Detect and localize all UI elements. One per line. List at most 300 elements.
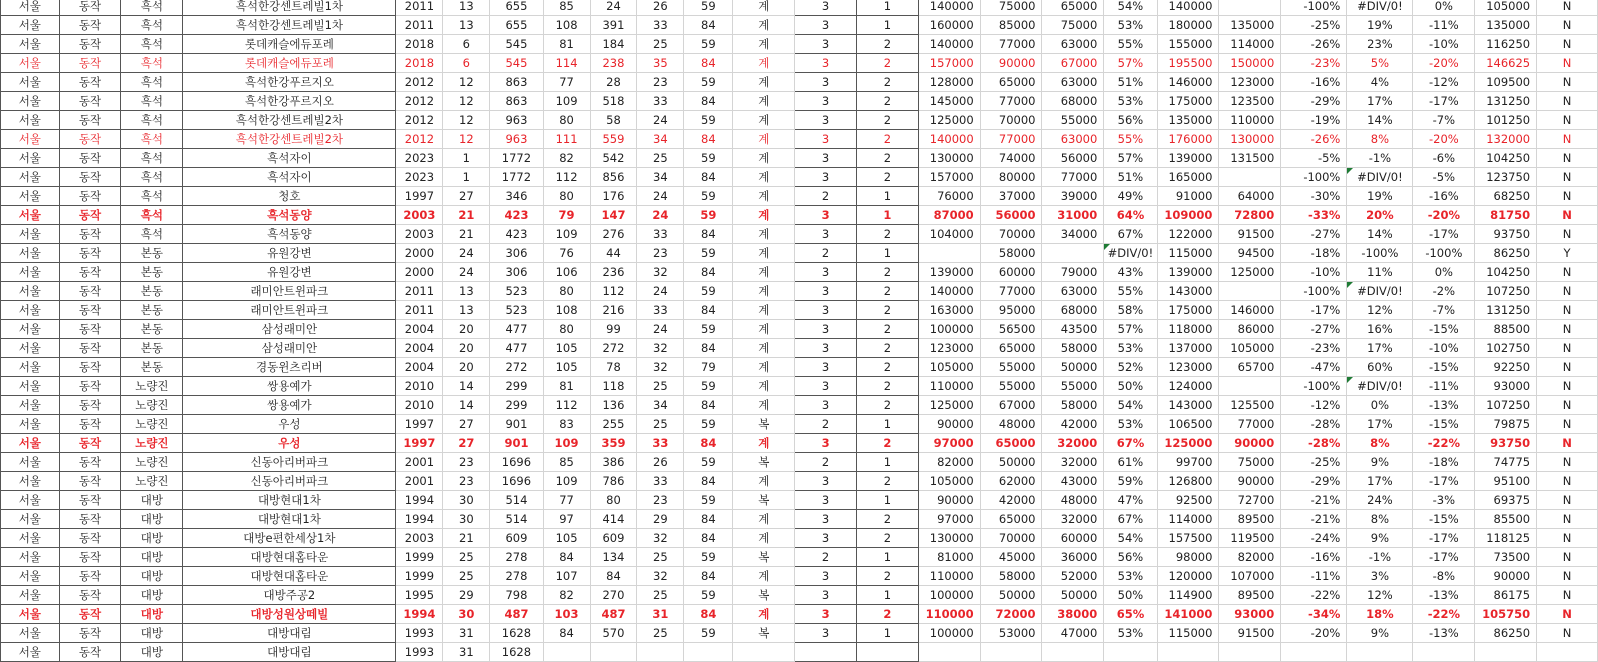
cell-recent_high[interactable]: 99700 — [1157, 453, 1219, 472]
cell-price[interactable]: 105000 — [918, 472, 980, 491]
cell-baths[interactable]: 1 — [857, 453, 919, 472]
cell-jeonse[interactable]: 70000 — [980, 111, 1042, 130]
cell-flag[interactable]: N — [1537, 168, 1598, 187]
cell-jeonse[interactable]: 95000 — [980, 301, 1042, 320]
cell-recent_low[interactable]: 93000 — [1219, 605, 1281, 624]
cell-estimate[interactable]: 95100 — [1475, 472, 1537, 491]
cell-recent_low[interactable]: 75000 — [1219, 453, 1281, 472]
cell-price[interactable]: 105000 — [918, 358, 980, 377]
cell-built[interactable]: 1997 — [396, 415, 443, 434]
cell-jeonse[interactable]: 85000 — [980, 16, 1042, 35]
cell-change2[interactable]: 9% — [1347, 529, 1413, 548]
cell-baths[interactable]: 2 — [857, 282, 919, 301]
cell-change3[interactable]: -15% — [1413, 510, 1475, 529]
cell-ratio[interactable]: 51% — [1104, 168, 1157, 187]
cell-complex[interactable]: 흑석한강센트레빌2차 — [183, 111, 396, 130]
cell-age[interactable]: 30 — [443, 605, 490, 624]
cell-jeonse[interactable]: 53000 — [980, 624, 1042, 643]
cell-age[interactable]: 29 — [443, 586, 490, 605]
table-row[interactable] — [1, 244, 1598, 263]
cell-estimate[interactable]: 107250 — [1475, 396, 1537, 415]
cell-dong[interactable]: 흑석 — [121, 130, 183, 149]
cell-built[interactable]: 2000 — [396, 263, 443, 282]
cell-change1[interactable]: -10% — [1281, 263, 1347, 282]
cell-jeonse[interactable]: 67000 — [980, 396, 1042, 415]
cell-age[interactable]: 23 — [443, 472, 490, 491]
cell-gap[interactable] — [1042, 643, 1104, 662]
cell-recent_low[interactable] — [1219, 168, 1281, 187]
cell-city[interactable]: 서울 — [1, 548, 60, 567]
cell-pyeong[interactable]: 25 — [637, 624, 684, 643]
cell-households[interactable]: 545 — [490, 35, 543, 54]
cell-jeonse[interactable]: 65000 — [980, 339, 1042, 358]
cell-pyeong[interactable]: 25 — [637, 548, 684, 567]
cell-price[interactable]: 97000 — [918, 510, 980, 529]
cell-area_m2[interactable]: 80 — [543, 282, 590, 301]
cell-type[interactable]: 계 — [733, 529, 795, 548]
cell-change3[interactable]: -3% — [1413, 491, 1475, 510]
cell-recent_low[interactable]: 110000 — [1219, 111, 1281, 130]
cell-area_m2[interactable]: 106 — [543, 263, 590, 282]
cell-unit_count[interactable]: 118 — [590, 377, 637, 396]
cell-baths[interactable]: 2 — [857, 54, 919, 73]
cell-change3[interactable]: -20% — [1413, 54, 1475, 73]
cell-ratio[interactable]: 57% — [1104, 320, 1157, 339]
cell-area_m2[interactable]: 82 — [543, 586, 590, 605]
table-row[interactable] — [1, 92, 1598, 111]
table-row[interactable] — [1, 54, 1598, 73]
cell-change1[interactable]: -33% — [1281, 206, 1347, 225]
table-row[interactable] — [1, 472, 1598, 491]
cell-built[interactable]: 2000 — [396, 244, 443, 263]
cell-type[interactable]: 계 — [733, 35, 795, 54]
cell-change1[interactable]: -16% — [1281, 548, 1347, 567]
cell-jeonse[interactable]: 74000 — [980, 149, 1042, 168]
cell-area_m2[interactable]: 80 — [543, 111, 590, 130]
cell-built[interactable]: 2003 — [396, 206, 443, 225]
cell-age[interactable]: 27 — [443, 187, 490, 206]
cell-price[interactable]: 160000 — [918, 16, 980, 35]
cell-ratio[interactable]: 53% — [1104, 415, 1157, 434]
cell-change1[interactable]: -19% — [1281, 111, 1347, 130]
cell-households[interactable]: 609 — [490, 529, 543, 548]
cell-rooms[interactable]: 3 — [795, 111, 857, 130]
cell-ratio[interactable]: 50% — [1104, 586, 1157, 605]
cell-rooms[interactable]: 3 — [795, 377, 857, 396]
cell-change3[interactable]: -22% — [1413, 605, 1475, 624]
cell-recent_high[interactable]: 143000 — [1157, 396, 1219, 415]
cell-rooms[interactable]: 3 — [795, 149, 857, 168]
cell-rooms[interactable]: 2 — [795, 415, 857, 434]
cell-dong[interactable]: 본동 — [121, 244, 183, 263]
cell-size_m2[interactable]: 59 — [684, 548, 733, 567]
cell-change2[interactable]: 24% — [1347, 491, 1413, 510]
cell-change3[interactable]: -15% — [1413, 358, 1475, 377]
cell-households[interactable]: 655 — [490, 16, 543, 35]
cell-age[interactable]: 13 — [443, 16, 490, 35]
cell-change2[interactable]: #DIV/0! — [1347, 377, 1413, 396]
cell-district[interactable]: 동작 — [59, 510, 121, 529]
cell-pyeong[interactable]: 34 — [637, 168, 684, 187]
cell-change1[interactable]: -16% — [1281, 73, 1347, 92]
cell-complex[interactable]: 대방현대홈타운 — [183, 548, 396, 567]
cell-area_m2[interactable]: 76 — [543, 244, 590, 263]
cell-dong[interactable]: 노량진 — [121, 396, 183, 415]
cell-size_m2[interactable]: 84 — [684, 16, 733, 35]
cell-ratio[interactable]: 52% — [1104, 358, 1157, 377]
cell-size_m2[interactable]: 59 — [684, 415, 733, 434]
cell-age[interactable]: 21 — [443, 529, 490, 548]
cell-age[interactable]: 21 — [443, 206, 490, 225]
cell-unit_count[interactable]: 414 — [590, 510, 637, 529]
cell-size_m2[interactable]: 84 — [684, 339, 733, 358]
cell-age[interactable]: 1 — [443, 168, 490, 187]
cell-dong[interactable]: 대방 — [121, 510, 183, 529]
cell-complex[interactable]: 흑석자이 — [183, 168, 396, 187]
cell-gap[interactable]: 58000 — [1042, 396, 1104, 415]
cell-jeonse[interactable]: 65000 — [980, 510, 1042, 529]
cell-estimate[interactable]: 68250 — [1475, 187, 1537, 206]
cell-change3[interactable]: 0% — [1413, 263, 1475, 282]
cell-complex[interactable]: 흑석한강센트레빌2차 — [183, 130, 396, 149]
cell-jeonse[interactable]: 65000 — [980, 434, 1042, 453]
cell-gap[interactable]: 31000 — [1042, 206, 1104, 225]
cell-ratio[interactable]: 51% — [1104, 73, 1157, 92]
cell-unit_count[interactable]: 80 — [590, 491, 637, 510]
cell-ratio[interactable]: 56% — [1104, 548, 1157, 567]
cell-gap[interactable]: 63000 — [1042, 130, 1104, 149]
cell-price[interactable]: 140000 — [918, 130, 980, 149]
cell-pyeong[interactable]: 26 — [637, 453, 684, 472]
cell-households[interactable]: 477 — [490, 320, 543, 339]
cell-households[interactable]: 1696 — [490, 472, 543, 491]
cell-households[interactable]: 299 — [490, 377, 543, 396]
cell-jeonse[interactable]: 56500 — [980, 320, 1042, 339]
cell-area_m2[interactable]: 82 — [543, 149, 590, 168]
cell-complex[interactable]: 삼성래미안 — [183, 339, 396, 358]
table-row[interactable] — [1, 187, 1598, 206]
cell-jeonse[interactable]: 48000 — [980, 415, 1042, 434]
cell-city[interactable]: 서울 — [1, 643, 60, 662]
cell-dong[interactable]: 흑석 — [121, 16, 183, 35]
cell-price[interactable]: 140000 — [918, 0, 980, 16]
cell-unit_count[interactable]: 856 — [590, 168, 637, 187]
cell-pyeong[interactable]: 35 — [637, 54, 684, 73]
cell-price[interactable]: 145000 — [918, 92, 980, 111]
cell-ratio[interactable]: 67% — [1104, 434, 1157, 453]
cell-recent_low[interactable]: 123000 — [1219, 73, 1281, 92]
cell-recent_high[interactable]: 165000 — [1157, 168, 1219, 187]
table-row[interactable] — [1, 339, 1598, 358]
cell-area_m2[interactable]: 97 — [543, 510, 590, 529]
cell-age[interactable]: 1 — [443, 149, 490, 168]
cell-change1[interactable]: -22% — [1281, 586, 1347, 605]
table-row[interactable] — [1, 605, 1598, 624]
cell-recent_high[interactable]: 137000 — [1157, 339, 1219, 358]
cell-rooms[interactable]: 3 — [795, 301, 857, 320]
cell-unit_count[interactable]: 112 — [590, 282, 637, 301]
cell-rooms[interactable] — [795, 643, 857, 662]
cell-households[interactable]: 1696 — [490, 453, 543, 472]
cell-change3[interactable]: -7% — [1413, 301, 1475, 320]
cell-change2[interactable]: 18% — [1347, 605, 1413, 624]
cell-flag[interactable]: Y — [1537, 244, 1598, 263]
cell-price[interactable]: 139000 — [918, 263, 980, 282]
cell-city[interactable]: 서울 — [1, 187, 60, 206]
cell-baths[interactable]: 2 — [857, 339, 919, 358]
cell-flag[interactable]: N — [1537, 339, 1598, 358]
cell-jeonse[interactable]: 77000 — [980, 92, 1042, 111]
cell-rooms[interactable]: 3 — [795, 263, 857, 282]
cell-baths[interactable]: 1 — [857, 206, 919, 225]
cell-area_m2[interactable]: 77 — [543, 73, 590, 92]
cell-dong[interactable]: 흑석 — [121, 0, 183, 16]
cell-size_m2[interactable]: 59 — [684, 111, 733, 130]
cell-flag[interactable]: N — [1537, 0, 1598, 16]
cell-baths[interactable]: 1 — [857, 16, 919, 35]
cell-type[interactable]: 계 — [733, 567, 795, 586]
cell-gap[interactable]: 63000 — [1042, 35, 1104, 54]
cell-unit_count[interactable]: 609 — [590, 529, 637, 548]
cell-pyeong[interactable]: 23 — [637, 491, 684, 510]
table-row[interactable] — [1, 491, 1598, 510]
cell-complex[interactable]: 흑석한강푸르지오 — [183, 92, 396, 111]
cell-area_m2[interactable]: 103 — [543, 605, 590, 624]
cell-city[interactable]: 서울 — [1, 529, 60, 548]
cell-unit_count[interactable]: 28 — [590, 73, 637, 92]
cell-built[interactable]: 2011 — [396, 282, 443, 301]
cell-change2[interactable]: #DIV/0! — [1347, 282, 1413, 301]
cell-ratio[interactable]: 49% — [1104, 187, 1157, 206]
cell-age[interactable]: 14 — [443, 396, 490, 415]
cell-gap[interactable]: 42000 — [1042, 415, 1104, 434]
cell-households[interactable]: 423 — [490, 206, 543, 225]
cell-change3[interactable]: -13% — [1413, 396, 1475, 415]
table-row[interactable] — [1, 149, 1598, 168]
cell-built[interactable]: 1994 — [396, 605, 443, 624]
cell-dong[interactable]: 노량진 — [121, 377, 183, 396]
cell-households[interactable]: 963 — [490, 130, 543, 149]
cell-households[interactable]: 278 — [490, 567, 543, 586]
cell-area_m2[interactable]: 109 — [543, 434, 590, 453]
cell-price[interactable]: 87000 — [918, 206, 980, 225]
cell-dong[interactable]: 흑석 — [121, 187, 183, 206]
cell-change1[interactable]: -25% — [1281, 16, 1347, 35]
cell-pyeong[interactable]: 25 — [637, 149, 684, 168]
cell-area_m2[interactable]: 81 — [543, 35, 590, 54]
cell-ratio[interactable]: 57% — [1104, 54, 1157, 73]
cell-price[interactable]: 140000 — [918, 35, 980, 54]
table-row[interactable] — [1, 358, 1598, 377]
cell-unit_count[interactable]: 359 — [590, 434, 637, 453]
cell-dong[interactable]: 대방 — [121, 491, 183, 510]
cell-city[interactable]: 서울 — [1, 54, 60, 73]
cell-change2[interactable]: -1% — [1347, 548, 1413, 567]
cell-size_m2[interactable]: 84 — [684, 567, 733, 586]
cell-district[interactable]: 동작 — [59, 358, 121, 377]
cell-change3[interactable]: -12% — [1413, 73, 1475, 92]
cell-estimate[interactable]: 86250 — [1475, 624, 1537, 643]
cell-pyeong[interactable]: 25 — [637, 377, 684, 396]
cell-gap[interactable]: 50000 — [1042, 358, 1104, 377]
cell-change3[interactable] — [1413, 643, 1475, 662]
table-row[interactable] — [1, 529, 1598, 548]
cell-estimate[interactable]: 81750 — [1475, 206, 1537, 225]
cell-households[interactable]: 514 — [490, 510, 543, 529]
cell-flag[interactable]: N — [1537, 35, 1598, 54]
cell-dong[interactable]: 본동 — [121, 320, 183, 339]
cell-recent_high[interactable]: 114000 — [1157, 510, 1219, 529]
cell-pyeong[interactable]: 26 — [637, 0, 684, 16]
cell-recent_high[interactable]: 140000 — [1157, 0, 1219, 16]
cell-change2[interactable]: 17% — [1347, 339, 1413, 358]
cell-age[interactable]: 24 — [443, 263, 490, 282]
cell-type[interactable]: 계 — [733, 472, 795, 491]
cell-recent_high[interactable]: 114900 — [1157, 586, 1219, 605]
cell-estimate[interactable]: 131250 — [1475, 92, 1537, 111]
cell-estimate[interactable]: 118125 — [1475, 529, 1537, 548]
cell-unit_count[interactable]: 786 — [590, 472, 637, 491]
cell-change1[interactable]: -11% — [1281, 567, 1347, 586]
cell-unit_count[interactable]: 176 — [590, 187, 637, 206]
cell-recent_low[interactable]: 130000 — [1219, 130, 1281, 149]
cell-flag[interactable]: N — [1537, 92, 1598, 111]
cell-price[interactable]: 130000 — [918, 149, 980, 168]
cell-built[interactable]: 2011 — [396, 301, 443, 320]
cell-recent_high[interactable]: 139000 — [1157, 263, 1219, 282]
cell-pyeong[interactable]: 24 — [637, 206, 684, 225]
cell-pyeong[interactable]: 32 — [637, 339, 684, 358]
cell-ratio[interactable]: 43% — [1104, 263, 1157, 282]
cell-price[interactable] — [918, 244, 980, 263]
cell-jeonse[interactable] — [980, 643, 1042, 662]
cell-ratio[interactable]: 53% — [1104, 16, 1157, 35]
cell-age[interactable]: 12 — [443, 130, 490, 149]
cell-change2[interactable]: 17% — [1347, 472, 1413, 491]
cell-built[interactable]: 2012 — [396, 130, 443, 149]
cell-size_m2[interactable] — [684, 643, 733, 662]
cell-flag[interactable]: N — [1537, 149, 1598, 168]
cell-complex[interactable]: 유원강변 — [183, 263, 396, 282]
cell-area_m2[interactable]: 109 — [543, 92, 590, 111]
cell-area_m2[interactable]: 80 — [543, 187, 590, 206]
cell-jeonse[interactable]: 50000 — [980, 586, 1042, 605]
cell-age[interactable]: 6 — [443, 35, 490, 54]
cell-dong[interactable]: 노량진 — [121, 472, 183, 491]
cell-change1[interactable]: -23% — [1281, 339, 1347, 358]
cell-dong[interactable]: 흑석 — [121, 111, 183, 130]
cell-pyeong[interactable]: 25 — [637, 35, 684, 54]
cell-flag[interactable]: N — [1537, 567, 1598, 586]
cell-baths[interactable]: 2 — [857, 168, 919, 187]
cell-flag[interactable]: N — [1537, 548, 1598, 567]
cell-city[interactable]: 서울 — [1, 206, 60, 225]
table-row[interactable] — [1, 320, 1598, 339]
cell-flag[interactable]: N — [1537, 529, 1598, 548]
cell-estimate[interactable]: 105000 — [1475, 0, 1537, 16]
cell-unit_count[interactable]: 542 — [590, 149, 637, 168]
cell-price[interactable]: 81000 — [918, 548, 980, 567]
cell-type[interactable]: 복 — [733, 586, 795, 605]
cell-gap[interactable]: 32000 — [1042, 510, 1104, 529]
cell-pyeong[interactable]: 32 — [637, 567, 684, 586]
table-row[interactable] — [1, 225, 1598, 244]
cell-change1[interactable]: -28% — [1281, 434, 1347, 453]
cell-unit_count[interactable]: 518 — [590, 92, 637, 111]
cell-city[interactable]: 서울 — [1, 377, 60, 396]
cell-change1[interactable]: -100% — [1281, 0, 1347, 16]
cell-complex[interactable]: 흑석동양 — [183, 225, 396, 244]
cell-type[interactable]: 계 — [733, 206, 795, 225]
cell-unit_count[interactable]: 276 — [590, 225, 637, 244]
cell-baths[interactable]: 2 — [857, 510, 919, 529]
cell-type[interactable]: 계 — [733, 111, 795, 130]
cell-ratio[interactable]: 54% — [1104, 529, 1157, 548]
cell-size_m2[interactable]: 84 — [684, 130, 733, 149]
cell-district[interactable]: 동작 — [59, 149, 121, 168]
cell-dong[interactable]: 대방 — [121, 605, 183, 624]
cell-gap[interactable] — [1042, 244, 1104, 263]
cell-rooms[interactable]: 3 — [795, 510, 857, 529]
cell-estimate[interactable]: 88500 — [1475, 320, 1537, 339]
cell-complex[interactable]: 롯데캐슬에듀포레 — [183, 35, 396, 54]
cell-recent_high[interactable]: 157500 — [1157, 529, 1219, 548]
cell-city[interactable]: 서울 — [1, 339, 60, 358]
cell-households[interactable]: 306 — [490, 263, 543, 282]
cell-households[interactable]: 346 — [490, 187, 543, 206]
cell-size_m2[interactable]: 79 — [684, 358, 733, 377]
cell-recent_high[interactable]: 120000 — [1157, 567, 1219, 586]
cell-recent_low[interactable]: 72700 — [1219, 491, 1281, 510]
cell-households[interactable]: 487 — [490, 605, 543, 624]
cell-recent_low[interactable]: 91500 — [1219, 225, 1281, 244]
cell-complex[interactable]: 대방대림 — [183, 643, 396, 662]
cell-area_m2[interactable]: 77 — [543, 491, 590, 510]
cell-city[interactable]: 서울 — [1, 605, 60, 624]
cell-unit_count[interactable]: 391 — [590, 16, 637, 35]
cell-recent_low[interactable] — [1219, 282, 1281, 301]
cell-city[interactable]: 서울 — [1, 567, 60, 586]
cell-size_m2[interactable]: 59 — [684, 586, 733, 605]
cell-district[interactable]: 동작 — [59, 130, 121, 149]
cell-size_m2[interactable]: 84 — [684, 301, 733, 320]
cell-ratio[interactable]: 55% — [1104, 35, 1157, 54]
cell-city[interactable]: 서울 — [1, 472, 60, 491]
cell-gap[interactable]: 38000 — [1042, 605, 1104, 624]
cell-city[interactable]: 서울 — [1, 396, 60, 415]
cell-change2[interactable]: 4% — [1347, 73, 1413, 92]
cell-dong[interactable]: 대방 — [121, 624, 183, 643]
cell-gap[interactable]: 79000 — [1042, 263, 1104, 282]
cell-type[interactable]: 계 — [733, 149, 795, 168]
cell-gap[interactable]: 47000 — [1042, 624, 1104, 643]
cell-flag[interactable]: N — [1537, 282, 1598, 301]
cell-estimate[interactable]: 135000 — [1475, 16, 1537, 35]
cell-flag[interactable]: N — [1537, 301, 1598, 320]
cell-gap[interactable]: 58000 — [1042, 339, 1104, 358]
cell-built[interactable]: 2011 — [396, 16, 443, 35]
cell-complex[interactable]: 우성 — [183, 434, 396, 453]
cell-gap[interactable]: 67000 — [1042, 54, 1104, 73]
cell-change1[interactable]: -100% — [1281, 282, 1347, 301]
cell-district[interactable]: 동작 — [59, 605, 121, 624]
cell-built[interactable]: 1993 — [396, 643, 443, 662]
cell-rooms[interactable]: 3 — [795, 54, 857, 73]
cell-households[interactable]: 798 — [490, 586, 543, 605]
cell-recent_low[interactable]: 146000 — [1219, 301, 1281, 320]
cell-area_m2[interactable]: 111 — [543, 130, 590, 149]
cell-change2[interactable]: 8% — [1347, 510, 1413, 529]
